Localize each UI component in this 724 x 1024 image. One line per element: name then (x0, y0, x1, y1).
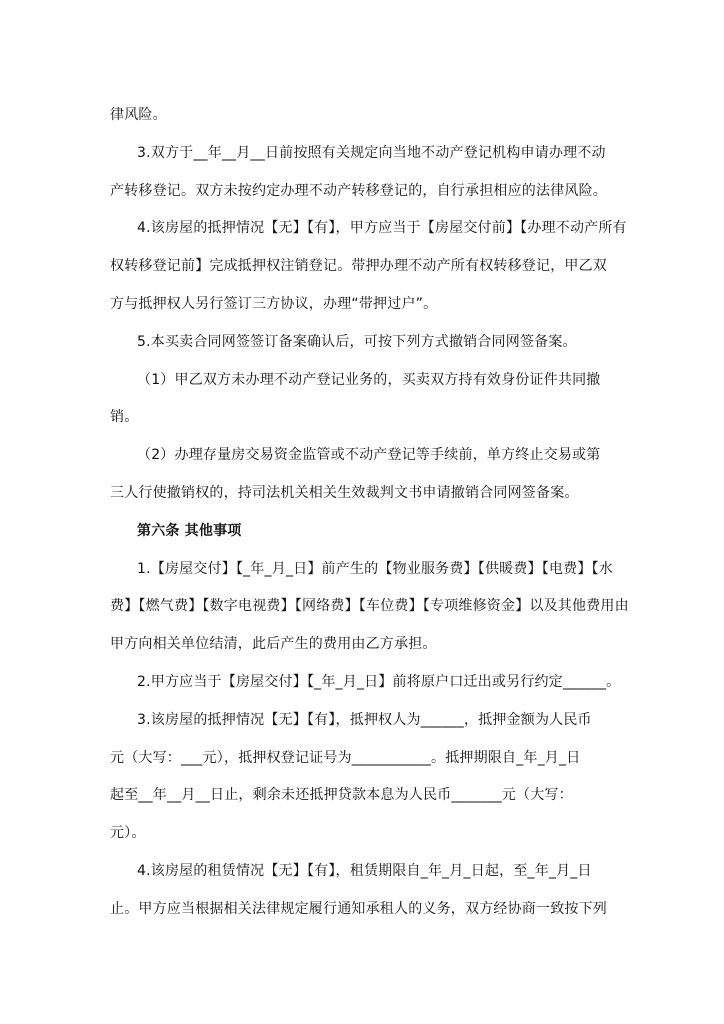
text-line: 元）。 (110, 825, 146, 842)
document-page (110, 97, 630, 929)
section-heading: 第六条 其他事项 (137, 522, 242, 539)
text-line: 三人行使撤销权的，持司法机关相关生效裁判文书申请撤销合同网签备案。 (110, 484, 579, 501)
text-line: 权转移登记前】完成抵押权注销登记。带押办理不动产所有权转移登记，甲乙双 (110, 258, 607, 275)
text-line: 费】【燃气费】【数字电视费】【网络费】【车位费】【专项维修资金】以及其他费用由 (110, 598, 629, 615)
clause-4-line: 4.该房屋的抵押情况【无】【有】，甲方应当于【房屋交付前】【办理不动产所有 (137, 220, 627, 237)
subclause-2-line: （2）办理存量房交易资金监管或不动产登记等手续前，单方终止交易或第 (137, 447, 601, 464)
text-line: 销。 (110, 409, 139, 426)
text-line: 律风险。 (110, 107, 167, 123)
clause-3-line: 3.双方于__年__月__日前按照有关规定向当地不动产登记机构申请办理不动 (137, 144, 606, 161)
text-line: 方与抵押权人另行签订三方协议，办理“带押过户”。 (110, 295, 438, 312)
item-3-line: 3.该房屋的抵押情况【无】【有】，抵押权人为______，抵押金额为人民币 (137, 711, 592, 728)
item-2-line: 2.甲方应当于【房屋交付】【_年_月_日】前将原户口迁出或另行约定______。 (137, 673, 621, 690)
item-1-line: 1.【房屋交付】【_年_月_日】前产生的【物业服务费】【供暖费】【电费】【水 (137, 560, 613, 577)
text-line: 甲方向相关单位结清，此后产生的费用由乙方承担。 (110, 636, 437, 653)
subclause-1-line: （1）甲乙双方未办理不动产登记业务的，买卖双方持有效身份证件共同撤 (137, 371, 601, 388)
text-line: 产转移登记。双方未按约定办理不动产转移登记的，自行承担相应的法律风险。 (110, 182, 607, 199)
clause-5-line: 5.本买卖合同网签签订备案确认后，可按下列方式撤销合同网签备案。 (137, 333, 577, 350)
text-line: 起至__年__月__日止，剩余未还抵押贷款本息为人民币_______元（大写： (110, 787, 573, 804)
item-4-line: 4.该房屋的租赁情况【无】【有】，租赁期限自_年_月_日起，至_年_月_日 (137, 862, 592, 879)
text-line: 元（大写：___元），抵押权登记证号为___________。抵押期限自_年_月_日 (110, 749, 581, 766)
text-line: 止。甲方应当根据相关法律规定履行通知承租人的义务，双方经协商一致按下列 (110, 900, 607, 917)
